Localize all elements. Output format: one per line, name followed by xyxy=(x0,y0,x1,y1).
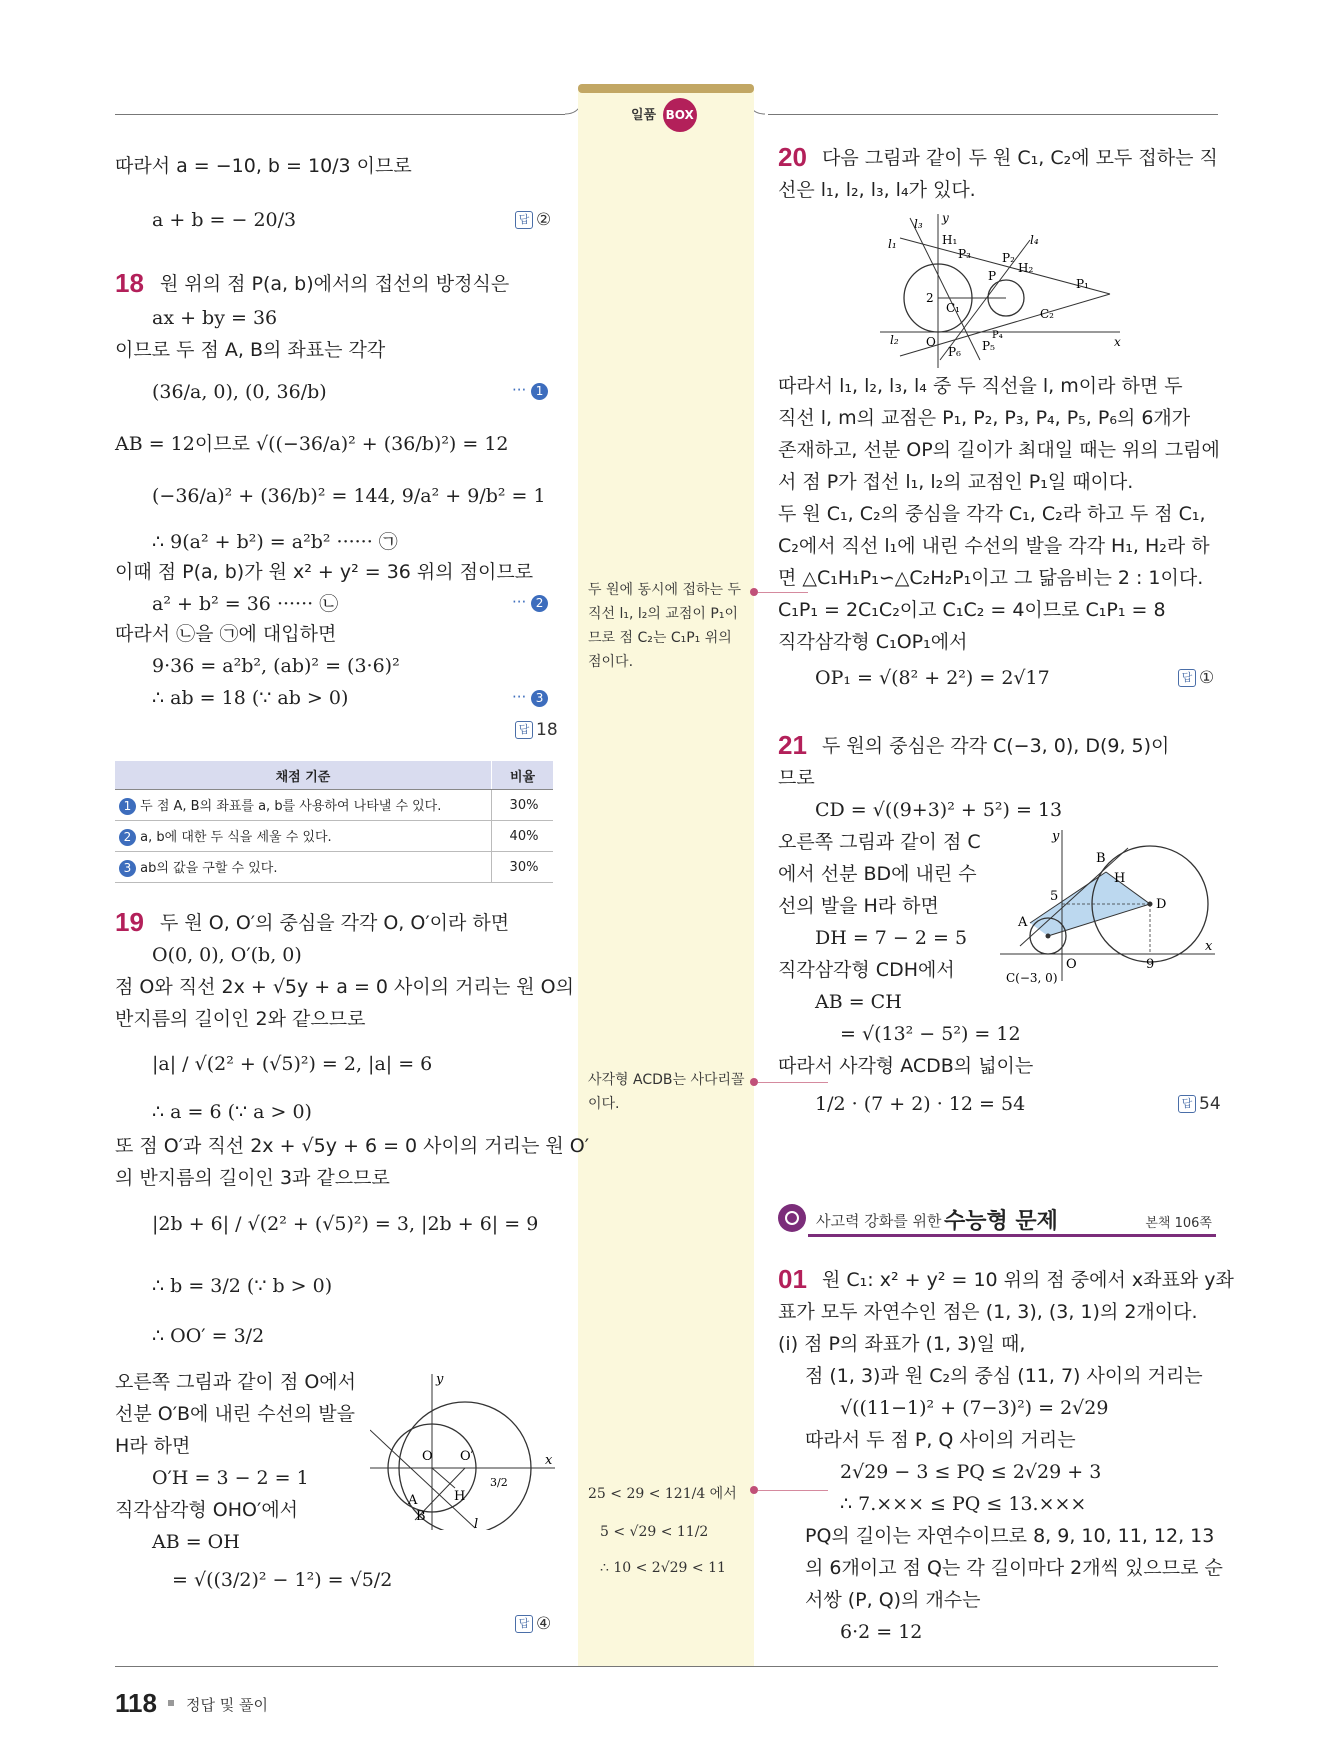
q01-line-11: 서쌍 (P, Q)의 개수는 xyxy=(805,1589,981,1611)
figure-20-tangent-lines xyxy=(880,210,1130,370)
p18-line-10: 따라서 ㉡을 ㉠에 대입하면 xyxy=(115,623,337,645)
p20-line-7: 두 원 C₁, C₂의 중심을 각각 C₁, C₂라 하고 두 점 C₁, xyxy=(778,503,1206,525)
q01-line-1: 원 C₁: x² + y² = 10 위의 점 중에서 x좌표와 y좌 xyxy=(822,1269,1234,1291)
footer-rule xyxy=(115,1666,1218,1667)
fig20-label-P: P xyxy=(988,269,997,283)
q01-line-4: 점 (1, 3)과 원 C₂의 중심 (11, 7) 사이의 거리는 xyxy=(805,1365,1203,1387)
fig20-label-P6: P₆ xyxy=(948,345,961,359)
p19-line-3: 점 O와 직선 2x + √5y + a = 0 사이의 거리는 원 O의 xyxy=(115,976,574,998)
figure-21-trapezoid xyxy=(1000,826,1220,986)
p19-line-18: = √((3/2)² − 1²) = √5/2 xyxy=(172,1569,393,1591)
table-row: 3 ab의 값을 구할 수 있다. 30% xyxy=(115,852,553,883)
q01-line-6: 따라서 두 점 P, Q 사이의 거리는 xyxy=(805,1429,1076,1451)
q01-line-12: 6·2 = 12 xyxy=(840,1621,923,1643)
p20-line-6: 서 점 P가 접선 l₁, l₂의 교점인 P₁일 때이다. xyxy=(778,471,1134,493)
fig19-label-y: y xyxy=(436,1372,444,1387)
p19-line-11: ∴ OO′ = 3/2 xyxy=(152,1325,265,1347)
note-1-connector xyxy=(758,592,808,593)
footer-title: 정답 및 풀이 xyxy=(186,1696,268,1714)
section-heading xyxy=(778,1200,1216,1240)
p18-line-2: ax + by = 36 xyxy=(152,307,278,329)
p20-line-9: 면 △C₁H₁P₁∽△C₂H₂P₁이고 그 닮음비는 2 : 1이다. xyxy=(778,567,1204,589)
section-title: 수능형 문제 xyxy=(944,1209,1058,1234)
p21-line-1: 두 원의 중심은 각각 C(−3, 0), D(9, 5)이 xyxy=(822,735,1170,757)
p19-line-14: H라 하면 xyxy=(115,1435,191,1457)
p18-line-8: 이때 점 P(a, b)가 원 x² + y² = 36 위의 점이므로 xyxy=(115,561,534,583)
side-note-3-line-1: 25 < 29 < 121/4 에서 xyxy=(588,1486,737,1502)
table-row: 2 a, b에 대한 두 식을 세울 수 있다. 40% xyxy=(115,821,553,852)
p19-line-5: |a| / √(2² + (√5)²) = 2, |a| = 6 xyxy=(152,1053,433,1075)
section-underline xyxy=(808,1234,1216,1237)
fig20-label-C1: C₁ xyxy=(946,301,960,315)
p21-line-3: CD = √((9+3)² + 5²) = 13 xyxy=(815,799,1063,821)
p19-line-13: 선분 O′B에 내린 수선의 발을 xyxy=(115,1403,356,1425)
fig19-label-frac: 3/2 xyxy=(490,1476,508,1489)
problem-21-number: 21 xyxy=(778,730,807,760)
q01-line-7: 2√29 − 3 ≤ PQ ≤ 2√29 + 3 xyxy=(840,1461,1102,1483)
footer-square-icon xyxy=(168,1700,174,1706)
p17-line-1: 따라서 a = −10, b = 10/3 이므로 xyxy=(115,155,412,177)
p21-line-2: 므로 xyxy=(778,767,815,789)
fig19-label-B: B xyxy=(416,1509,426,1524)
p17-answer-value: ② xyxy=(536,210,552,230)
grading-criteria-table xyxy=(115,761,553,883)
note-1-dot xyxy=(750,588,758,596)
p18-line-12: ∴ ab = 18 (∵ ab > 0) xyxy=(152,687,349,709)
p19-line-4: 반지름의 길이인 2와 같으므로 xyxy=(115,1008,366,1030)
fig20-label-l1: l₁ xyxy=(888,237,897,251)
fig21-label-5: 5 xyxy=(1050,889,1059,904)
fig20-label-l2: l₂ xyxy=(890,333,899,347)
p18-line-4: (36/a, 0), (0, 36/b) xyxy=(152,381,327,403)
p20-answer-value: ① xyxy=(1199,668,1215,688)
p18-answer-value: 18 xyxy=(536,720,558,740)
p18-line-11: 9·36 = a²b², (ab)² = (3·6)² xyxy=(152,655,400,677)
fig20-label-l4: l₄ xyxy=(1030,233,1039,247)
header-rule-left xyxy=(115,114,565,115)
section-page-ref: 본책 106쪽 xyxy=(1145,1216,1212,1231)
grade-header-ratio: 비율 xyxy=(492,761,554,790)
p21-line-10: = √(13² − 5²) = 12 xyxy=(840,1023,1021,1045)
q01-line-3: (i) 점 P의 좌표가 (1, 3)일 때, xyxy=(778,1333,1026,1355)
p21-line-8: 직각삼각형 CDH에서 xyxy=(778,959,955,981)
fig20-label-l3: l₃ xyxy=(914,217,923,231)
step-marker-1: ··· 1 xyxy=(512,381,548,400)
header-logo xyxy=(631,98,697,132)
q01-line-8: ∴ 7.××× ≤ PQ ≤ 13.××× xyxy=(840,1493,1087,1515)
fig21-label-9: 9 xyxy=(1146,957,1155,972)
p19-line-8: 의 반지름의 길이인 3과 같으므로 xyxy=(115,1167,390,1189)
fig21-label-A: A xyxy=(1018,915,1028,930)
fig19-label-A: A xyxy=(408,1493,418,1508)
problem-20-number: 20 xyxy=(778,142,807,172)
fig21-label-B: B xyxy=(1096,851,1106,866)
p20-line-2: 선은 l₁, l₂, l₃, l₄가 있다. xyxy=(778,179,976,201)
p19-line-10: ∴ b = 3/2 (∵ b > 0) xyxy=(152,1275,333,1297)
side-note-2: 사각형 ACDB는 사다리꼴이다. xyxy=(588,1072,745,1112)
p19-answer xyxy=(515,1614,551,1634)
middle-note-column xyxy=(578,89,754,1667)
p20-line-8: C₂에서 직선 l₁에 내린 수선의 발을 각각 H₁, H₂라 하 xyxy=(778,535,1210,557)
p18-line-3: 이므로 두 점 A, B의 좌표는 각각 xyxy=(115,339,386,361)
answer-icon: 답 xyxy=(1178,669,1196,687)
p21-line-6: 선의 발을 H라 하면 xyxy=(778,895,939,917)
p19-line-16: 직각삼각형 OHO′에서 xyxy=(115,1499,299,1521)
p19-line-15: O′H = 3 − 2 = 1 xyxy=(152,1467,309,1489)
note-2-connector xyxy=(758,1082,828,1083)
fig19-label-O: O xyxy=(422,1449,433,1464)
problem-19-number: 19 xyxy=(115,907,144,937)
fig20-label-P3: P₃ xyxy=(958,247,971,261)
fig20-label-P4: P₄ xyxy=(992,330,1003,341)
fig20-label-O: O xyxy=(926,335,936,349)
side-note-3-line-3: ∴ 10 < 2√29 < 11 xyxy=(600,1560,726,1576)
fig20-label-x: x xyxy=(1114,335,1121,349)
p20-line-3: 따라서 l₁, l₂, l₃, l₄ 중 두 직선을 l, m이라 하면 두 xyxy=(778,375,1183,397)
note-3-dot xyxy=(750,1486,758,1494)
section-prefix: 사고력 강화를 위한 xyxy=(816,1212,942,1230)
problem-18-number: 18 xyxy=(115,268,144,298)
p21-line-11: 따라서 사각형 ACDB의 넓이는 xyxy=(778,1055,1034,1077)
p17-line-2: a + b = − 20/3 xyxy=(152,209,297,231)
fig21-label-D: D xyxy=(1156,897,1167,912)
p21-answer-value: 54 xyxy=(1199,1094,1221,1114)
middle-column-top-bar xyxy=(578,84,754,93)
p19-line-6: ∴ a = 6 (∵ a > 0) xyxy=(152,1101,312,1123)
fig21-label-y: y xyxy=(1052,829,1060,844)
side-note-1: 두 원에 동시에 접하는 두 직선 l₁, l₂의 교점이 P₁이므로 점 C₂는 C₁P₁ 위의 점이다. xyxy=(588,582,742,670)
p19-line-2: O(0, 0), O′(b, 0) xyxy=(152,944,302,966)
page-number: 118 xyxy=(115,1688,157,1718)
p21-line-7: DH = 7 − 2 = 5 xyxy=(815,927,968,949)
fig20-label-y: y xyxy=(942,211,949,225)
fig20-label-2: 2 xyxy=(926,291,934,305)
target-icon xyxy=(778,1204,806,1232)
fig20-label-H2: H₂ xyxy=(1018,261,1034,275)
grade-header-criteria: 채점 기준 xyxy=(115,761,492,790)
fig21-label-H: H xyxy=(1114,871,1126,886)
q01-line-9: PQ의 길이는 자연수이므로 8, 9, 10, 11, 12, 13 xyxy=(805,1525,1215,1547)
answer-icon: 답 xyxy=(515,721,533,739)
table-row: 1 두 점 A, B의 좌표를 a, b를 사용하여 나타낼 수 있다. 30% xyxy=(115,790,553,821)
p21-line-5: 에서 선분 BD에 내린 수 xyxy=(778,863,977,885)
fig19-label-x: x xyxy=(545,1453,553,1468)
p21-line-9: AB = CH xyxy=(815,991,902,1013)
q01-line-2: 표가 모두 자연수인 점은 (1, 3), (3, 1)의 2개이다. xyxy=(778,1301,1198,1323)
header-rule-right xyxy=(768,114,1218,115)
header-logo-box: BOX xyxy=(663,98,697,132)
fig19-label-l: l xyxy=(474,1517,479,1530)
answer-icon: 답 xyxy=(1178,1095,1196,1113)
p20-line-5: 존재하고, 선분 OP의 길이가 최대일 때는 위의 그림에 xyxy=(778,439,1220,461)
question-01-number: 01 xyxy=(778,1264,807,1294)
q01-line-5: √((11−1)² + (7−3)²) = 2√29 xyxy=(840,1397,1109,1419)
fig20-label-P5: P₅ xyxy=(982,339,995,353)
p20-line-12: OP₁ = √(8² + 2²) = 2√17 xyxy=(815,667,1050,689)
p20-line-10: C₁P₁ = 2C₁C₂이고 C₁C₂ = 4이므로 C₁P₁ = 8 xyxy=(778,599,1166,621)
fig20-label-C2: C₂ xyxy=(1040,307,1054,321)
p19-line-12: 오른쪽 그림과 같이 점 O에서 xyxy=(115,1371,357,1393)
fig20-label-P1: P₁ xyxy=(1076,277,1089,291)
p20-answer xyxy=(1178,668,1214,688)
p19-line-7: 또 점 O′과 직선 2x + √5y + 6 = 0 사이의 거리는 원 O′ xyxy=(115,1135,590,1157)
fig21-label-x: x xyxy=(1205,939,1213,954)
p21-line-4: 오른쪽 그림과 같이 점 C xyxy=(778,831,981,853)
p18-line-5: AB = 12이므로 √((−36/a)² + (36/b)²) = 12 xyxy=(115,433,509,455)
p19-line-1: 두 원 O, O′의 중심을 각각 O, O′이라 하면 xyxy=(160,912,510,934)
step-marker-2: ··· 2 xyxy=(512,593,548,612)
p20-line-11: 직각삼각형 C₁OP₁에서 xyxy=(778,631,968,653)
p19-line-9: |2b + 6| / √(2² + (√5)²) = 3, |2b + 6| = 9 xyxy=(152,1213,539,1235)
fig21-label-O: O xyxy=(1066,957,1077,972)
p18-line-6: (−36/a)² + (36/b)² = 144, 9/a² + 9/b² = 1 xyxy=(152,485,546,507)
note-3-connector xyxy=(758,1490,828,1491)
answer-icon: 답 xyxy=(515,1615,533,1633)
header-logo-text: 일품 xyxy=(631,108,657,123)
p20-line-4: 직선 l, m의 교점은 P₁, P₂, P₃, P₄, P₅, P₆의 6개가 xyxy=(778,407,1191,429)
fig21-label-C: C(−3, 0) xyxy=(1006,971,1058,985)
p19-answer-value: ④ xyxy=(536,1614,552,1634)
step-marker-3: ··· 3 xyxy=(512,688,548,707)
fig20-label-P2: P₂ xyxy=(1002,251,1015,265)
note-2-dot xyxy=(750,1078,758,1086)
p19-line-17: AB = OH xyxy=(152,1531,240,1553)
p21-answer xyxy=(1178,1094,1221,1114)
p18-answer xyxy=(515,720,558,740)
p20-line-1: 다음 그림과 같이 두 원 C₁, C₂에 모두 접하는 직 xyxy=(822,147,1218,169)
answer-icon: 답 xyxy=(515,211,533,229)
fig19-label-H: H xyxy=(454,1489,466,1504)
p17-answer xyxy=(515,210,551,230)
fig20-label-H1: H₁ xyxy=(942,233,958,247)
figure-19-two-circles xyxy=(370,1370,560,1530)
p18-line-9: a² + b² = 36 ······ ㉡ xyxy=(152,593,339,615)
p21-line-12: 1/2 · (7 + 2) · 12 = 54 xyxy=(815,1093,1026,1115)
q01-line-10: 의 6개이고 점 Q는 각 길이마다 2개씩 있으므로 순 xyxy=(805,1557,1223,1579)
side-note-3-line-2: 5 < √29 < 11/2 xyxy=(600,1524,709,1540)
fig19-label-O-prime: O′ xyxy=(460,1449,474,1464)
p18-line-1: 원 위의 점 P(a, b)에서의 접선의 방정식은 xyxy=(160,273,510,295)
p18-line-7: ∴ 9(a² + b²) = a²b² ······ ㉠ xyxy=(152,531,398,553)
